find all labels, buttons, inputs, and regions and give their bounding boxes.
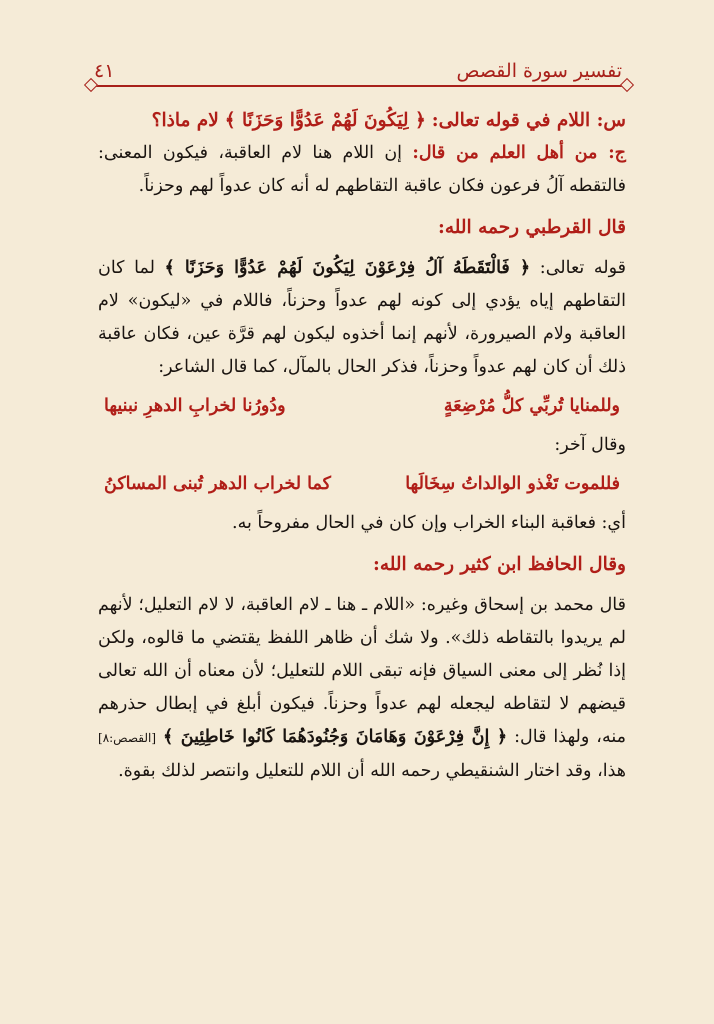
poem-hemistich: وللمنايا تُربِّي كلُّ مُرْضِعَةٍ xyxy=(443,396,620,416)
answer-text: إن اللام هنا لام العاقبة، فيكون المعنى: فالتقطه آلُ فرعون فكان عاقبة التقاطهم له أنه كان عدواً لهم وحزناً. xyxy=(98,143,626,196)
page-body xyxy=(98,104,626,788)
diamond-ornament-icon xyxy=(620,78,634,92)
poem-hemistich: كما لخراب الدهر تُبنى المساكنُ xyxy=(104,474,331,494)
poem-hemistich: ودُورُنا لخرابِ الدهرِ نبنيها xyxy=(104,396,286,416)
poem-line xyxy=(98,390,626,423)
question-paragraph xyxy=(98,104,626,137)
question-label: س: اللام في قوله تعالى: xyxy=(431,110,626,131)
explanation: أي: فعاقبة البناء الخراب وإن كان في الحال مفروحاً به. xyxy=(232,513,626,533)
quran-verse: ﴿ لِيَكُونَ لَهُمْ عَدُوًّا وَحَزَنًا ﴾ xyxy=(224,110,426,131)
ibnkathir-conclusion: هذا، وقد اختار الشنقيطي رحمه الله أن اللام للتعليل وانتصر لذلك بقوة. xyxy=(118,761,626,781)
verse-reference: [القصص:٨] xyxy=(98,731,157,745)
running-title: تفسير سورة القصص xyxy=(456,60,622,82)
another-poet: وقال آخر: xyxy=(554,435,626,455)
ibnkathir-text: قال محمد بن إسحاق وغيره: «اللام ـ هنا ـ لام العاقبة، لا لام التعليل؛ لأنهم لم يريدوا بالتقاطه ذلك». ولا شك أن ظاهر اللفظ يقتضي ما قالوه، ولكن إذا نُظر إلى معنى السياق فإنه تبقى اللام للتعليل؛ لأن معناه أن الله تعالى قيضهم لا لتقاطه ليجعله لهم عدواً وحزناً. فيكون أبلغ في إبطال حذرهم منه، ولهذا قال: xyxy=(98,595,626,747)
question-tail: لام ماذا؟ xyxy=(151,110,219,131)
poem-hemistich: فللموت تَغْذو الوالداتُ سِخَالَها xyxy=(405,474,620,494)
qurtubi-paragraph xyxy=(98,252,626,384)
qurtubi-text: لما كان التقاطهم إياه يؤدي إلى كونه لهم عدواً وحزناً، فاللام في «ليكون» لام العاقبة ولام الصيرورة، لأنهم إنما أخذوه ليكون لهم قرَّة عين، فكان عاقبة ذلك أن كان لهم عدواً وحزناً، فذكر الحال بالمآل، كما قال الشاعر: xyxy=(98,258,626,377)
ibnkathir-heading: وقال الحافظ ابن كثير رحمه الله: xyxy=(372,554,626,575)
page-header xyxy=(94,52,622,82)
header-rule xyxy=(92,85,626,87)
answer-paragraph xyxy=(98,137,626,203)
qurtubi-intro: قوله تعالى: xyxy=(539,258,626,278)
page-number: ٤١ xyxy=(94,60,115,82)
quran-verse: ﴿ فَالْتَقَطَهُ آلُ فِرْعَوْنَ لِيَكُونَ لَهُمْ عَدُوًّا وَحَزَنًا ﴾ xyxy=(164,258,531,278)
ibnkathir-paragraph xyxy=(98,589,626,788)
quran-verse: ﴿ إِنَّ فِرْعَوْنَ وَهَامَانَ وَجُنُودَهُمَا كَانُوا خَاطِئِينَ ﴾ xyxy=(163,727,508,747)
answer-label: ج: من أهل العلم من قال: xyxy=(412,143,626,163)
poem-line xyxy=(98,468,626,501)
qurtubi-heading: قال القرطبي رحمه الله: xyxy=(438,217,626,238)
